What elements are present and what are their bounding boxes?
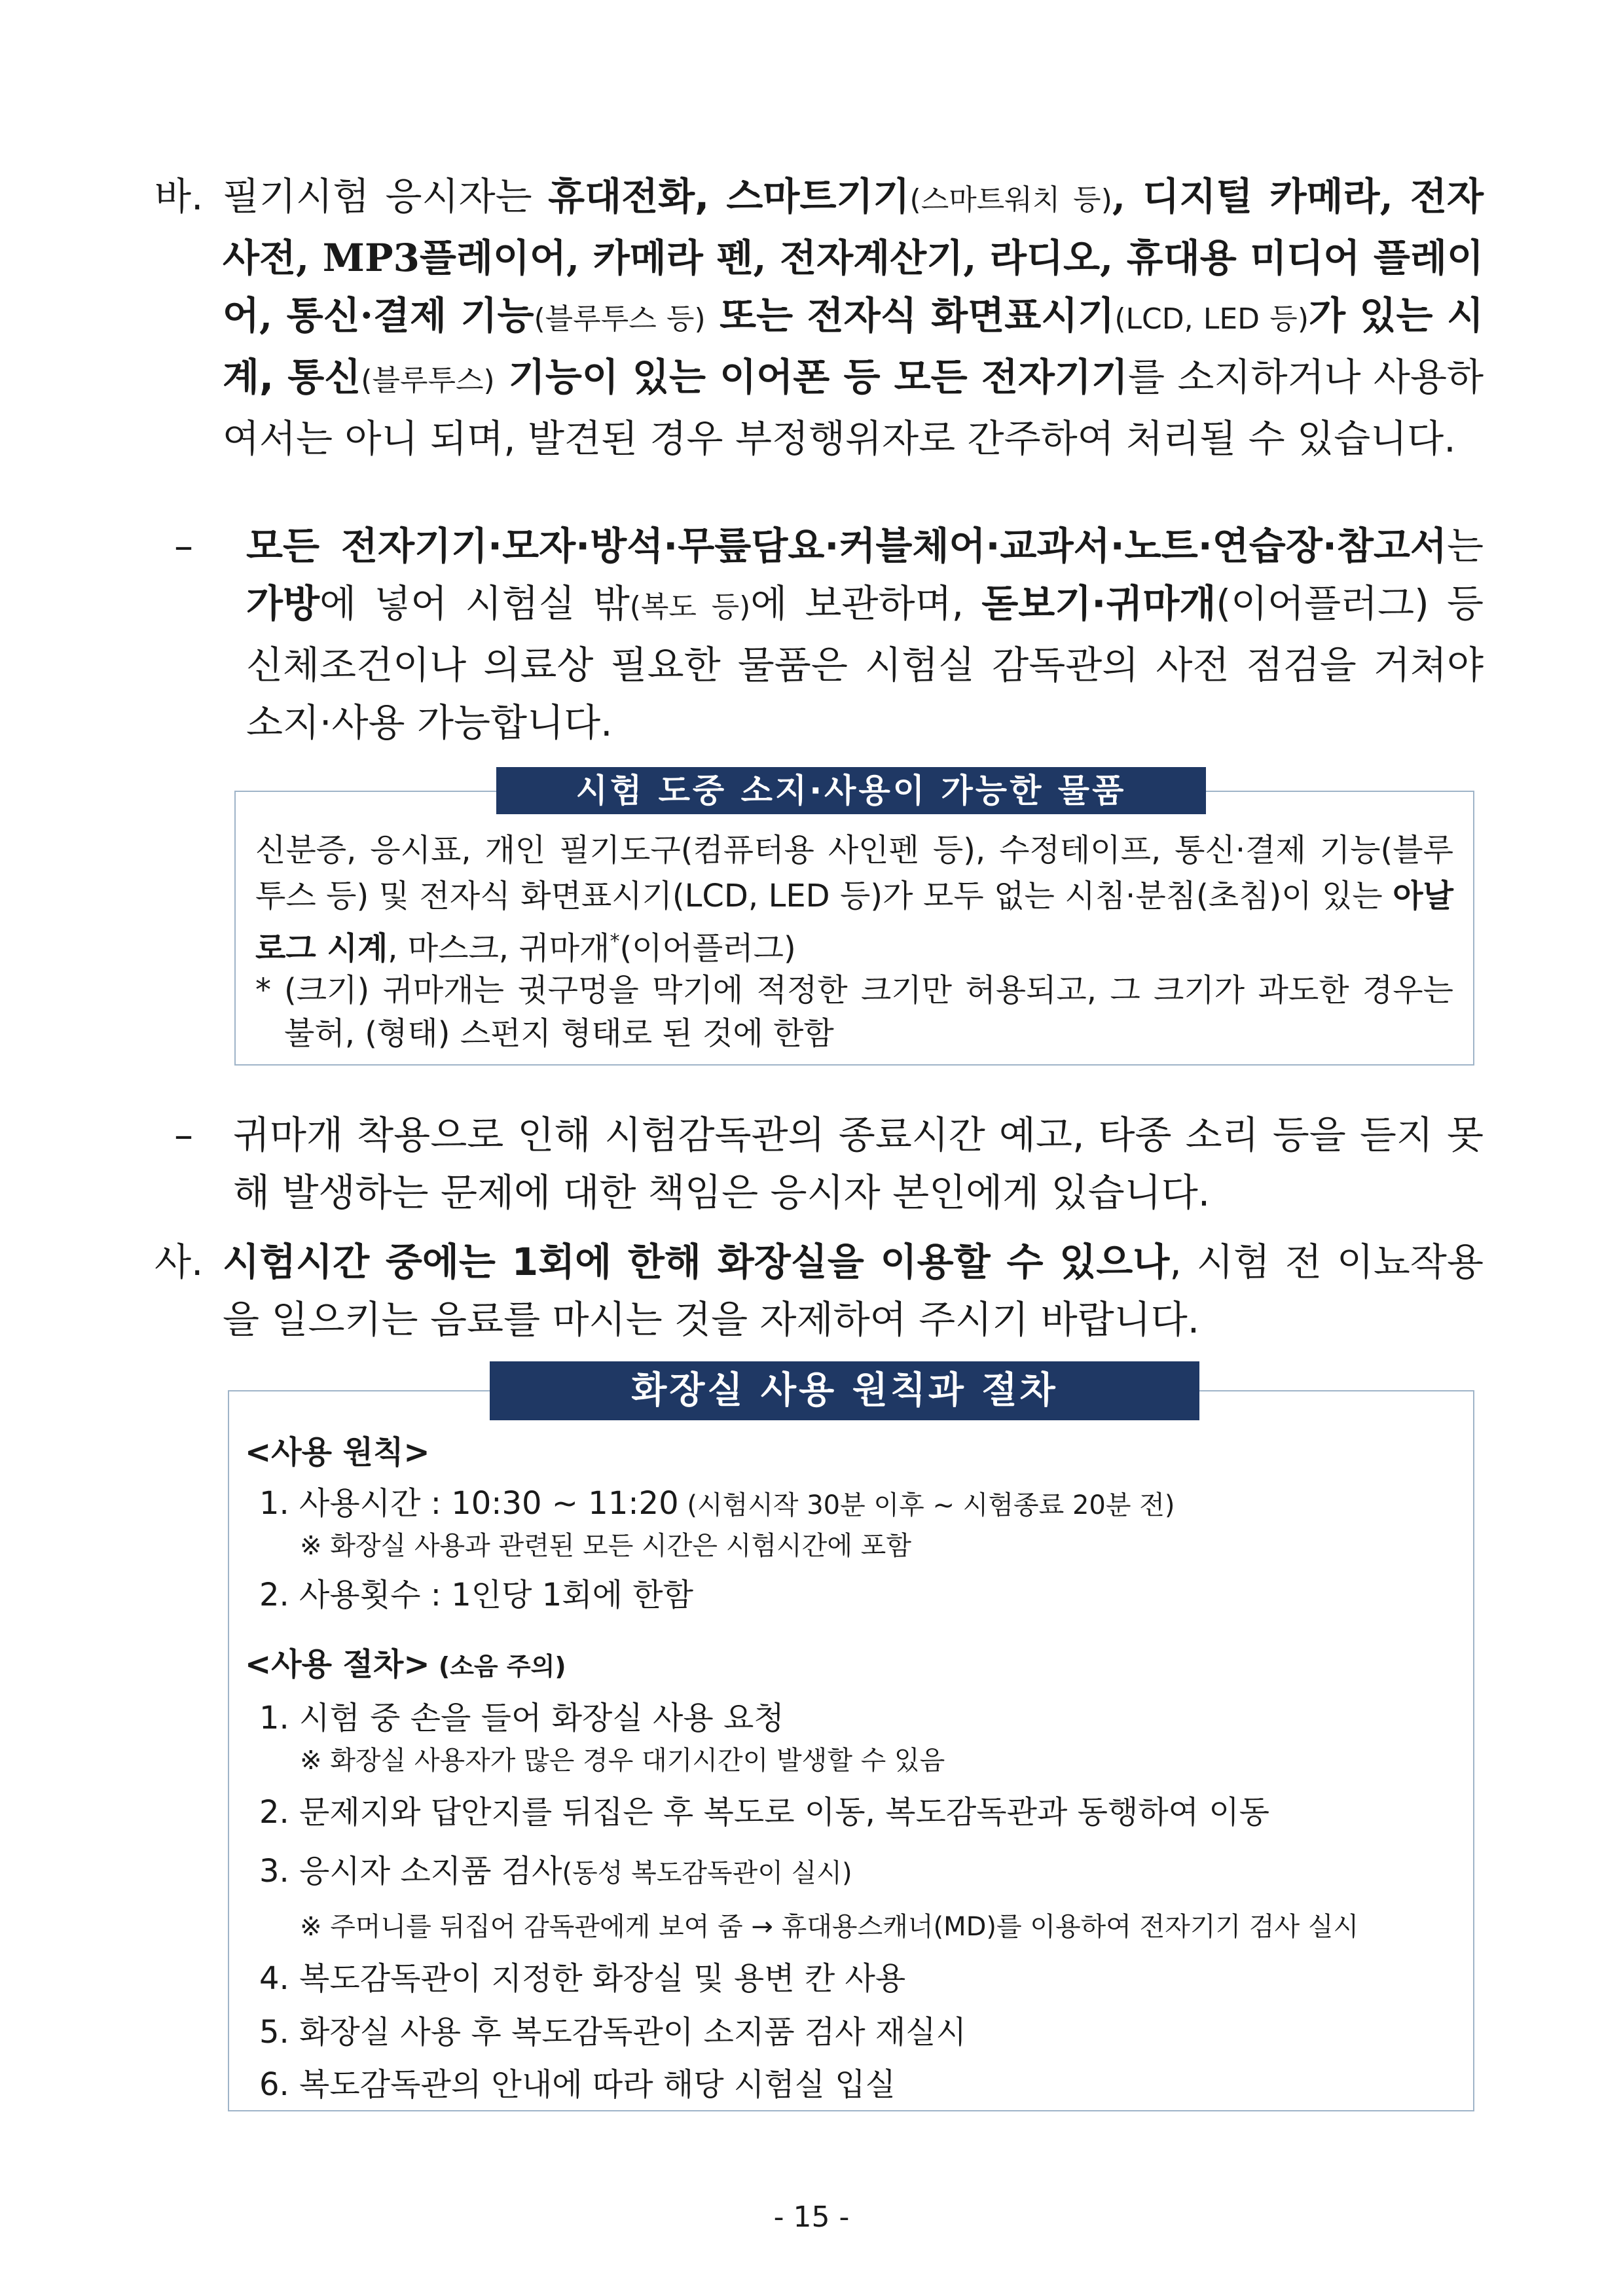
principles-heading: <사용 원칙> [245,1434,430,1471]
principle-item: 1. 사용시간 : 10:30 ~ 11:20 (시험시작 30분 이후 ~ 시험종료 20분 전) [259,1485,1175,1522]
box-title: 화장실 사용 원칙과 절차 [490,1361,1199,1420]
emphasis-text: 가방 [246,581,320,626]
dash-marker: – [174,524,193,568]
emphasis-text: 아날로그 시계 [255,878,1453,967]
allowed-items-text: 신분증, 응시표, 개인 필기도구(컴퓨터용 사인펜 등), 수정테이프, 통신·결제 기능(블루투스 등) 및 전자식 화면표시기(LCD, LED 등)가 모두 없는 시침·분침(초침)이 있는 아날로그 시계, 마스크, 귀마개*(이어플러그) [255,832,1453,967]
emphasis-text: 또는 전자식 화면표시기 [705,293,1115,338]
procedure-step: 2. 문제지와 답안지를 뒤집은 후 복도로 이동, 복도감독관과 동행하여 이동 [259,1794,1270,1831]
paragraph-text: 필기시험 응시자는 휴대전화, 스마트기기(스마트워치 등), 디지털 카메라, 전자사전, MP3플레이어, 카메라 펜, 전자계산기, 라디오, 휴대용 미디어 플레이어, 통신·결제 기능(블루투스 등) 또는 전자식 화면표시기(LCD, LED 등)가 있는 시계, 통신(블루투스) 기능이 있는 이어폰 등 모든 전자기기를 소지하거나 사용하여서는 아니 되며, 발견된 경우 부정행위자로 간주하여 처리될 수 있습니다. [223,174,1484,461]
paragraph-text: 모든 전자기기·모자·방석·무릎담요·커블체어·교과서·노트·연습장·참고서는 가방에 넣어 시험실 밖(복도 등)에 보관하며, 돋보기·귀마개(이어플러그) 등 신체조건이나 의료상 필요한 물품은 시험실 감독관의 사전 점검을 거쳐야 소지·사용 가능합니다. [246,524,1484,745]
paragraph-text: 귀마개 착용으로 인해 시험감독관의 종료시간 예고, 타종 소리 등을 듣지 못해 발생하는 문제에 대한 책임은 응시자 본인에게 있습니다. [233,1113,1484,1215]
emphasis-text: 기능이 있는 이어폰 등 모든 전자기기 [494,355,1128,399]
procedure-step: 6. 복도감독관의 안내에 따라 해당 시험실 입실 [259,2066,896,2103]
procedure-note: ※ 주머니를 뒤집어 감독관에게 보여 줌 → 휴대용스캐너(MD)를 이용하여 전자기기 검사 실시 [300,1912,1359,1942]
emphasis-text: 모든 전자기기·모자·방석·무릎담요·커블체어·교과서·노트·연습장·참고서 [246,524,1447,568]
procedure-step: 5. 화장실 사용 후 복도감독관이 소지품 검사 재실시 [259,2014,966,2051]
paragraph-text: 시험시간 중에는 1회에 한해 화장실을 이용할 수 있으나, 시험 전 이뇨작용을 일으키는 음료를 마시는 것을 자제하여 주시기 바랍니다. [223,1240,1484,1342]
footnote-mark: * [610,930,620,953]
emphasis-text: 돋보기·귀마개 [981,581,1216,626]
toilet-rules-box [228,1369,1474,2111]
procedure-heading: <사용 절차> (소음 주의) [245,1646,566,1683]
emphasis-text: , 디지털 카메라, 전자사전, MP3플레이어, 카메라 펜, 전자계산기, 라디오, 휴대용 미디어 플레이어, 통신·결제 기능 [223,174,1484,338]
principle-note: ※ 화장실 사용과 관련된 모든 시간은 시험시간에 포함 [300,1531,911,1561]
procedure-note: ※ 화장실 사용자가 많은 경우 대기시간이 발생할 수 있음 [300,1746,945,1776]
paragraph-dash-earplug [155,1106,1484,1221]
procedure-step: 3. 응시자 소지품 검사(동성 복도감독관이 실시) [259,1853,852,1890]
procedure-step: 4. 복도감독관이 지정한 화장실 및 용변 칸 사용 [259,1960,906,1997]
emphasis-text: 시험시간 중에는 1회에 한해 화장실을 이용할 수 있으나 [223,1240,1170,1284]
paragraph-marker: 사. [155,1240,204,1284]
earplug-note: * (크기) 귀마개는 귓구멍을 막기에 적정한 크기만 허용되고, 그 크기가 과도한 경우는 불허, (형태) 스펀지 형태로 된 것에 한함 [255,969,1453,1055]
box-title: 시험 도중 소지·사용이 가능한 물품 [496,767,1206,814]
allowed-items-box [234,772,1474,1066]
procedure-step: 1. 시험 중 손을 들어 화장실 사용 요청 [259,1700,784,1736]
emphasis-text: 가 있는 시계, 통신 [223,293,1484,399]
paragraph-dash-belongings [155,517,1484,751]
page-number: - 15 - [773,2200,850,2234]
dash-marker: – [174,1113,193,1157]
principle-item: 2. 사용횟수 : 1인당 1회에 한함 [259,1577,694,1613]
emphasis-text: 휴대전화, 스마트기기 [548,174,910,219]
paragraph-marker: 바. [155,174,204,219]
note-marker: * [255,972,271,1009]
paragraph-ba [155,168,1484,467]
paragraph-sa [155,1233,1484,1348]
